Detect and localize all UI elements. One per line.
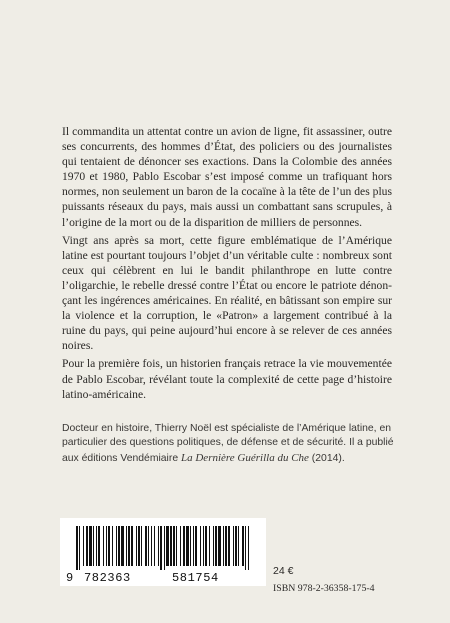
bio-intro: Docteur en histoire, [62, 423, 155, 434]
barcode-bar [103, 526, 104, 566]
barcode-bar [138, 526, 140, 566]
barcode-bar [195, 526, 197, 566]
author-name: Thierry Noël [154, 423, 212, 434]
barcode-bar [164, 526, 165, 570]
bio-text-2: (2014). [308, 452, 345, 464]
barcode-group-2: 581754 [172, 571, 219, 585]
barcode-bar [106, 526, 107, 566]
barcode-bar [235, 526, 237, 566]
barcode-bar [190, 526, 191, 566]
barcode-bar [176, 526, 177, 566]
barcode-bar [89, 526, 92, 566]
barcode-bar [96, 526, 97, 566]
barcode-bar [83, 526, 84, 566]
barcode-bar [193, 526, 194, 566]
barcode-group-1: 782363 [84, 571, 131, 585]
blurb-paragraph-1 [62, 124, 392, 230]
barcode-bar [154, 526, 155, 566]
barcode-bar [225, 526, 227, 566]
barcode-bar [158, 526, 159, 566]
barcode-bar [218, 526, 221, 566]
isbn-label: ISBN 978-2-36358-175-4 [273, 583, 375, 594]
barcode-bar [215, 526, 217, 566]
barcode-bar [228, 526, 230, 566]
barcode-bar [203, 526, 204, 566]
barcode-bar [118, 526, 120, 566]
barcode-bar [209, 526, 210, 566]
barcode-bar [98, 526, 100, 566]
barcode-bar [205, 526, 207, 566]
barcode-bar [116, 526, 117, 566]
cover-blurb [62, 124, 392, 405]
barcode-bar [233, 526, 234, 566]
barcode-bar [213, 526, 214, 566]
barcode-bar [170, 526, 172, 566]
barcode-bar [126, 526, 127, 566]
blurb-paragraph-3: Pour la première fois, un historien français retrace la vie mouvementée de Pablo Escobar, révélant toute la complexité de cette page d’histoire latino-américaine. [62, 357, 392, 401]
barcode-bar [183, 526, 185, 566]
book-title: La Dernière Guérilla du Che [181, 451, 309, 464]
barcode-bar [141, 526, 142, 566]
barcode-bar [76, 526, 78, 570]
barcode-bar [112, 526, 113, 566]
barcode-bar [148, 526, 149, 566]
blurb-paragraph-2: Vingt ans après sa mort, cette figure emblématique de l’Amérique latine est pourtant toujours l’objet d’un véritable culte : nombreux sont ceux qui célèbrent en lui le bandit philanthrope en lutte contre l’oligarchie, le rebelle dressé contre l’État ou encore le patriote dénonçant les ingérences américaines. En réalité, en bâtissant son empire sur la violence et la corruption, le «Patron» a largement contribué à la ruine du pays, qui peine aujourd’hui encore à se relever de ces années noires. [62, 233, 392, 353]
barcode-bar [223, 526, 224, 566]
barcode-bar [151, 526, 152, 566]
blurb-paragraph-1-start: Il commandita un attentat contre un avion de ligne, fit assassiner, [62, 125, 369, 138]
barcode-bar [121, 526, 124, 566]
price-label: 24 € [273, 565, 294, 577]
barcode-bar [173, 526, 175, 566]
barcode-lead-digit: 9 [66, 571, 74, 585]
bio-text-1: est spécialiste de l’Amérique latine, en particulier des questions politiques, de défense et de sécurité. Il a publié aux éditions Vendémiaire [62, 423, 394, 464]
barcode-bar [180, 526, 181, 566]
barcode-bar [128, 526, 130, 566]
blurb-paragraph-1-rest: outre ses concurrents, des hommes d’État, des policiers ou des journalistes qui tentaient de dénoncer ses exactions. Dans la Colombie des années 1970 et 1980, Pablo Escobar s’est imposé comme un trafiquant hors normes, non seulement un baron de la cocaïne à la tête de l’un des plus puissants réseaux du pays, mais aussi un combattant sans scrupules, à l’origine de la mort ou de la disparition de milliers de personnes. [62, 125, 392, 229]
barcode-bar [86, 526, 88, 566]
barcode-bar [108, 526, 110, 566]
barcode-bar [245, 526, 246, 570]
barcode-bar [166, 526, 169, 566]
barcode-bar [160, 526, 162, 570]
barcode [60, 518, 266, 586]
barcode-bars [76, 526, 254, 570]
barcode-bar [242, 526, 244, 566]
author-bio [62, 422, 394, 466]
barcode-bar [186, 526, 189, 566]
barcode-bar [145, 526, 147, 566]
barcode-bar [248, 526, 249, 570]
barcode-bar [136, 526, 137, 566]
barcode-bar [238, 526, 239, 566]
barcode-bar [79, 526, 80, 570]
barcode-bar [93, 526, 94, 566]
barcode-bar [200, 526, 201, 566]
barcode-bar [131, 526, 133, 566]
